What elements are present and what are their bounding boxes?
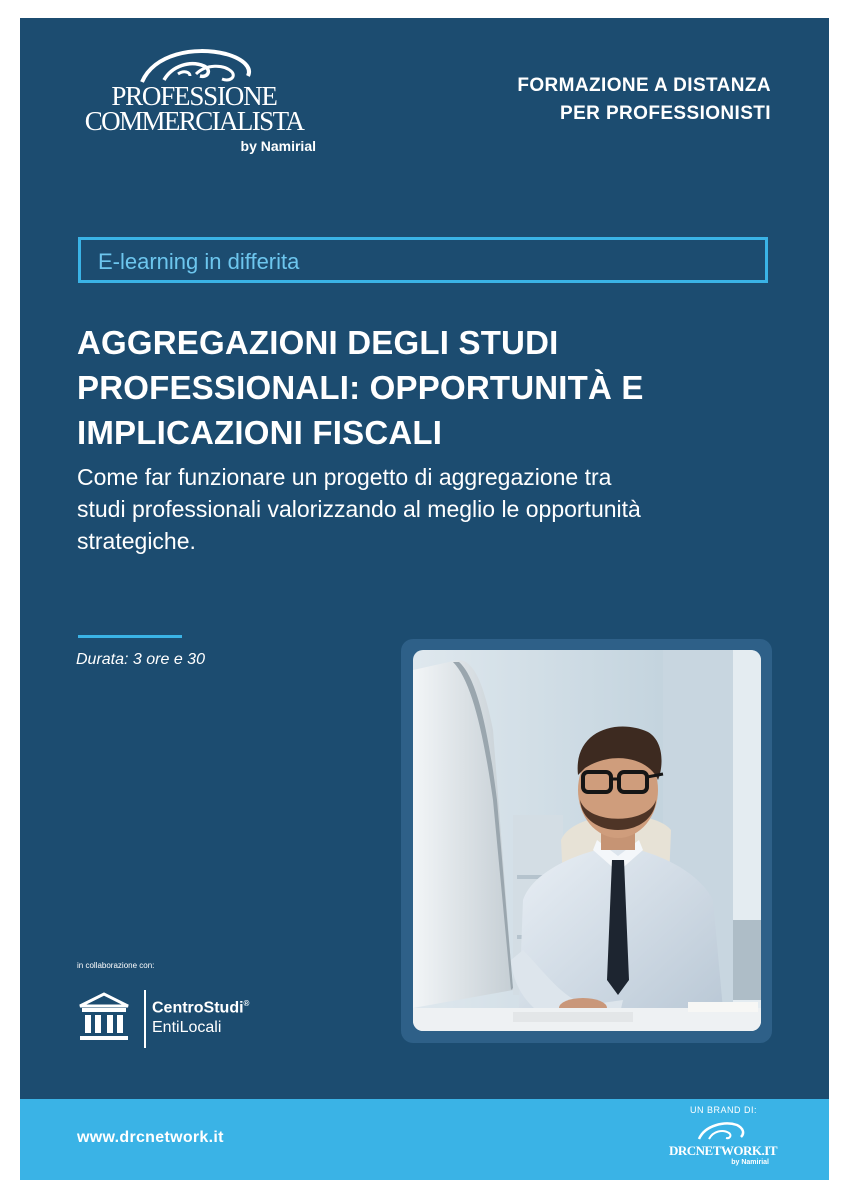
course-subtitle-line-3: strategiche. — [77, 528, 196, 554]
header-heading — [517, 72, 771, 128]
course-format-tag — [78, 237, 768, 283]
course-title-line-2: PROFESSIONALI: OPPORTUNITÀ E — [77, 369, 644, 406]
drcnetwork-logo — [669, 1119, 777, 1175]
brand-label: UN BRAND DI: — [689, 1105, 757, 1115]
header-line-2: PER PROFESSIONISTI — [560, 103, 771, 124]
website-link[interactable]: www.drcnetwork.it — [77, 1129, 224, 1146]
drcnetwork-swirl-icon — [695, 1119, 745, 1143]
header-line-1: FORMAZIONE A DISTANZA — [517, 75, 771, 96]
photo-frame — [401, 639, 772, 1043]
course-subtitle-line-2: studi professionali valorizzando al meglio le opportunità — [77, 496, 641, 522]
brochure-page — [20, 18, 829, 1180]
logo-line-2: COMMERCIALISTA — [84, 106, 304, 136]
logo-line-1: PROFESSIONE — [111, 81, 277, 111]
course-subtitle-line-1: Come far funzionare un progetto di aggregazione tra — [77, 464, 612, 490]
drcnetwork-by: by Namirial — [731, 1159, 769, 1166]
logo-by-namirial: by Namirial — [240, 138, 316, 154]
course-title-line-3: IMPLICAZIONI FISCALI — [77, 414, 443, 451]
course-subtitle — [77, 461, 777, 557]
footer-bar — [20, 1099, 829, 1180]
centro-studi-building-icon — [78, 992, 130, 1042]
professione-commercialista-logo — [74, 44, 314, 164]
man-at-computer-photo — [413, 650, 761, 1031]
centro-studi-divider — [144, 990, 146, 1048]
accent-divider — [78, 635, 182, 638]
course-format-label: E-learning in differita — [98, 249, 300, 274]
centro-studi-name — [152, 999, 249, 1017]
course-title-line-1: AGGREGAZIONI DEGLI STUDI — [77, 324, 559, 361]
drcnetwork-name: DRCNETWORK.IT — [669, 1143, 777, 1158]
centro-studi-name-text: CentroStudi — [152, 999, 244, 1017]
collaboration-label: in collaborazione con: — [77, 961, 155, 970]
course-title — [77, 320, 797, 455]
centro-studi-sub: EntiLocali — [152, 1019, 222, 1036]
course-duration: Durata: 3 ore e 30 — [76, 651, 205, 668]
registered-mark: ® — [243, 999, 250, 1008]
